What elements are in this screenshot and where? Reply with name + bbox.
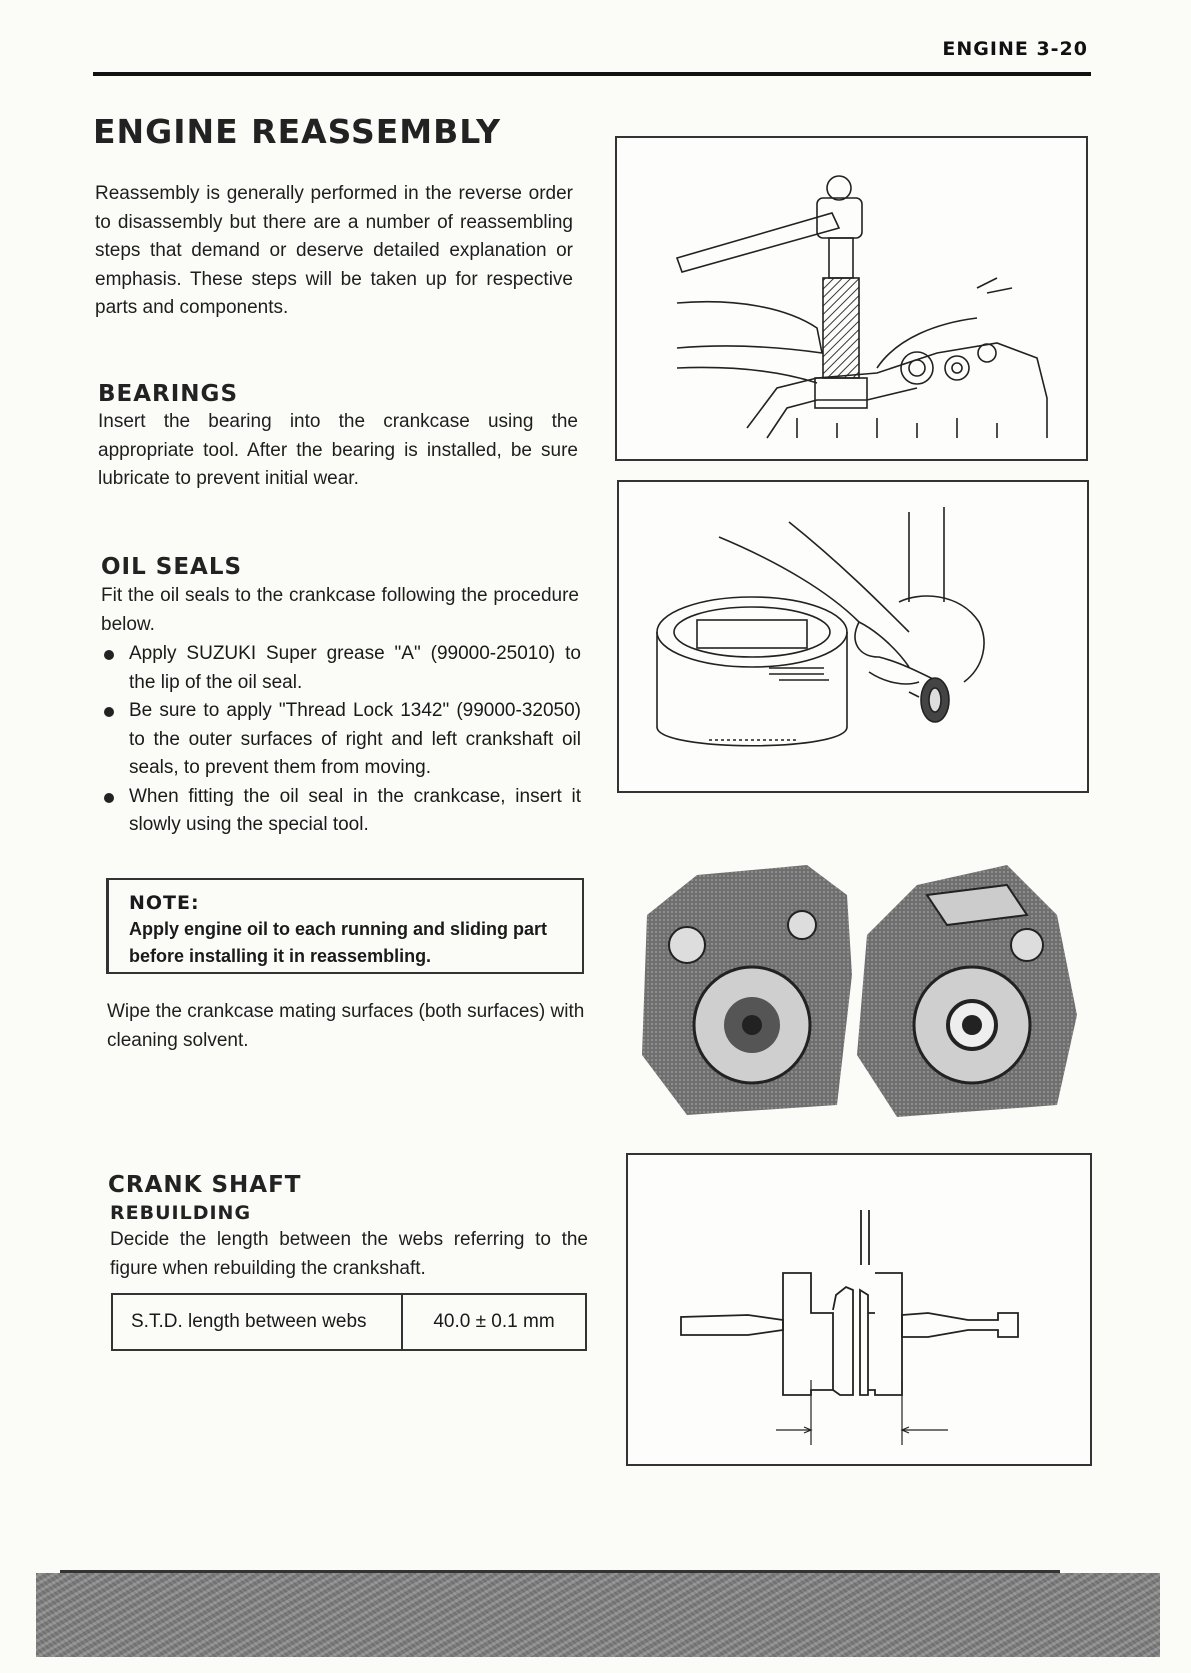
spec-label-cell: S.T.D. length between webs [113,1295,403,1349]
note-text: Apply engine oil to each running and sliding part before installing it in reassembling. [129,919,548,966]
grease-figure [617,480,1089,793]
rebuilding-subheading: REBUILDING [110,1202,252,1224]
oil-seals-paragraph: Fit the oil seals to the crankcase following the procedure below. [101,585,579,635]
crankcase-halves-icon [627,855,1085,1127]
bearings-heading: BEARINGS [98,381,239,407]
wipe-paragraph: Wipe the crankcase mating surfaces (both surfaces) with cleaning solvent. [107,1001,585,1051]
crankshaft-diagram-icon [628,1155,1090,1464]
spec-table [111,1293,587,1351]
bearings-paragraph: Insert the bearing into the crankcase using the appropriate tool. After the bearing is installed, be sure lubricate to prevent initial wear. [98,411,578,489]
crank-shaft-paragraph: Decide the length between the webs referring to the figure when rebuilding the crankshaft. [110,1229,588,1279]
oil-seals-heading: OIL SEALS [101,554,243,580]
oil-seals-bullet-list [101,640,581,840]
hammer-bearing-icon [617,138,1086,459]
scanned-footer-band [36,1573,1160,1657]
list-item: Apply SUZUKI Super grease "A" (99000-25010) to the lip of the oil seal. [101,640,581,697]
note-box [106,878,584,974]
grease-can-hands-icon [619,482,1087,791]
spec-value-cell: 40.0 ± 0.1 mm [433,1311,555,1332]
crank-shaft-heading: CRANK SHAFT [108,1172,302,1198]
list-item: Be sure to apply "Thread Lock 1342" (99000-32050) to the outer surfaces of right and left crankshaft oil seals, to prevent them from moving. [101,697,581,783]
page-header-label: ENGINE 3-20 [942,38,1088,60]
bearing-figure [615,136,1088,461]
intro-paragraph: Reassembly is generally performed in the reverse order to disassembly but there are a number of reassembling steps that demand or deserve detailed explanation or emphasis. These steps will be taken up for respective parts and components. [95,183,573,318]
page-title: ENGINE REASSEMBLY [93,112,502,151]
crankshaft-figure [626,1153,1092,1466]
header-rule [93,72,1091,76]
list-item: When fitting the oil seal in the crankcase, insert it slowly using the special tool. [101,783,581,840]
crankcase-photo [627,855,1085,1127]
note-label: NOTE: [129,892,200,914]
